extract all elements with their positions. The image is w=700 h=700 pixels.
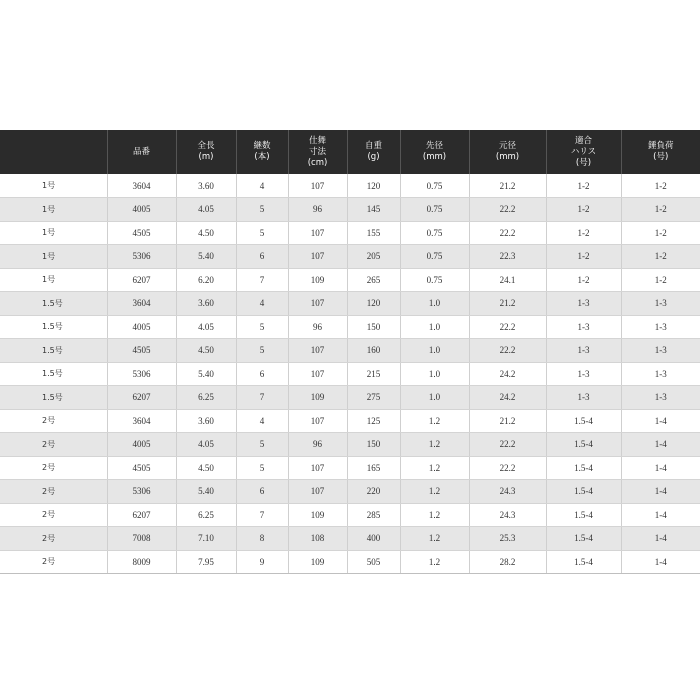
cell-butt-diameter: 28.2 [469,550,546,574]
cell-weight: 400 [347,527,400,551]
cell-size: 1号 [0,198,107,222]
cell-tip-diameter: 0.75 [400,174,469,198]
cell-model-number: 6207 [107,386,176,410]
cell-weight: 285 [347,503,400,527]
table-header [0,130,700,174]
cell-size: 2号 [0,480,107,504]
cell-model-number: 4505 [107,221,176,245]
table-row [0,174,700,198]
cell-closed-length: 96 [288,433,347,457]
cell-length: 4.50 [176,456,236,480]
header-line-rating: 適合 ハリス (号) [546,130,621,174]
cell-tip-diameter: 1.2 [400,480,469,504]
cell-sections: 5 [236,456,288,480]
cell-butt-diameter: 21.2 [469,174,546,198]
cell-sinker-load: 1-4 [621,480,700,504]
table-row [0,386,700,410]
cell-sections: 4 [236,174,288,198]
cell-sinker-load: 1-4 [621,456,700,480]
cell-line-rating: 1.5-4 [546,433,621,457]
cell-tip-diameter: 0.75 [400,221,469,245]
cell-sections: 8 [236,527,288,551]
cell-size: 2号 [0,550,107,574]
cell-closed-length: 107 [288,174,347,198]
cell-weight: 220 [347,480,400,504]
cell-model-number: 7008 [107,527,176,551]
cell-weight: 120 [347,292,400,316]
table-row [0,292,700,316]
cell-sections: 5 [236,433,288,457]
cell-sections: 4 [236,409,288,433]
header-sinker-load: 錘負荷 (号) [621,130,700,174]
cell-closed-length: 107 [288,245,347,269]
cell-size: 1.5号 [0,362,107,386]
cell-butt-diameter: 22.2 [469,339,546,363]
cell-closed-length: 107 [288,456,347,480]
cell-closed-length: 109 [288,386,347,410]
cell-length: 4.50 [176,339,236,363]
cell-weight: 120 [347,174,400,198]
table-row [0,268,700,292]
cell-model-number: 4005 [107,198,176,222]
cell-tip-diameter: 1.0 [400,292,469,316]
cell-sinker-load: 1-4 [621,433,700,457]
table-row [0,339,700,363]
cell-sections: 5 [236,221,288,245]
cell-size: 1号 [0,268,107,292]
cell-line-rating: 1-3 [546,362,621,386]
cell-line-rating: 1.5-4 [546,503,621,527]
cell-closed-length: 107 [288,221,347,245]
cell-weight: 150 [347,433,400,457]
cell-sections: 6 [236,362,288,386]
header-size [0,130,107,174]
cell-model-number: 3604 [107,409,176,433]
header-tip-diameter: 先径 (mm) [400,130,469,174]
table-row [0,456,700,480]
cell-sinker-load: 1-3 [621,292,700,316]
cell-butt-diameter: 21.2 [469,409,546,433]
cell-butt-diameter: 24.2 [469,386,546,410]
cell-sinker-load: 1-4 [621,550,700,574]
cell-butt-diameter: 21.2 [469,292,546,316]
cell-size: 1.5号 [0,292,107,316]
cell-length: 7.95 [176,550,236,574]
cell-tip-diameter: 0.75 [400,198,469,222]
header-weight: 自重 (g) [347,130,400,174]
cell-sections: 7 [236,386,288,410]
cell-sinker-load: 1-2 [621,198,700,222]
cell-butt-diameter: 22.2 [469,456,546,480]
cell-length: 6.25 [176,503,236,527]
cell-line-rating: 1-2 [546,268,621,292]
cell-sinker-load: 1-4 [621,527,700,551]
cell-line-rating: 1.5-4 [546,527,621,551]
cell-tip-diameter: 0.75 [400,245,469,269]
cell-line-rating: 1-2 [546,245,621,269]
cell-tip-diameter: 1.0 [400,386,469,410]
cell-model-number: 4005 [107,433,176,457]
cell-size: 1号 [0,174,107,198]
cell-sections: 6 [236,480,288,504]
cell-length: 3.60 [176,409,236,433]
table-row [0,245,700,269]
cell-size: 2号 [0,527,107,551]
cell-tip-diameter: 1.0 [400,362,469,386]
cell-weight: 125 [347,409,400,433]
cell-sinker-load: 1-4 [621,409,700,433]
table-row [0,550,700,574]
cell-sinker-load: 1-2 [621,245,700,269]
cell-model-number: 4505 [107,339,176,363]
cell-model-number: 5306 [107,362,176,386]
header-sections: 継数 (本) [236,130,288,174]
cell-sections: 5 [236,339,288,363]
cell-model-number: 4005 [107,315,176,339]
cell-sections: 5 [236,198,288,222]
cell-line-rating: 1-3 [546,339,621,363]
cell-butt-diameter: 24.1 [469,268,546,292]
cell-length: 5.40 [176,362,236,386]
cell-sinker-load: 1-3 [621,362,700,386]
cell-sinker-load: 1-4 [621,503,700,527]
cell-length: 3.60 [176,292,236,316]
cell-sections: 9 [236,550,288,574]
spec-table [0,130,700,574]
cell-size: 1.5号 [0,386,107,410]
table-row [0,221,700,245]
cell-sinker-load: 1-2 [621,174,700,198]
cell-tip-diameter: 1.0 [400,339,469,363]
cell-sinker-load: 1-2 [621,221,700,245]
cell-length: 3.60 [176,174,236,198]
cell-line-rating: 1-2 [546,221,621,245]
cell-line-rating: 1-2 [546,174,621,198]
cell-butt-diameter: 24.2 [469,362,546,386]
cell-weight: 165 [347,456,400,480]
cell-length: 4.05 [176,198,236,222]
cell-closed-length: 96 [288,198,347,222]
table-row [0,503,700,527]
cell-size: 1.5号 [0,315,107,339]
cell-closed-length: 107 [288,409,347,433]
cell-length: 4.05 [176,433,236,457]
cell-size: 1号 [0,245,107,269]
cell-sections: 6 [236,245,288,269]
cell-model-number: 5306 [107,480,176,504]
header-butt-diameter: 元径 (mm) [469,130,546,174]
cell-line-rating: 1-3 [546,292,621,316]
cell-butt-diameter: 22.2 [469,221,546,245]
header-model-number: 品番 [107,130,176,174]
cell-weight: 505 [347,550,400,574]
header-length: 全長 (m) [176,130,236,174]
cell-closed-length: 96 [288,315,347,339]
cell-length: 4.50 [176,221,236,245]
cell-tip-diameter: 1.2 [400,456,469,480]
header-row [0,130,700,174]
cell-sections: 5 [236,315,288,339]
cell-butt-diameter: 22.2 [469,315,546,339]
cell-length: 6.20 [176,268,236,292]
cell-closed-length: 107 [288,362,347,386]
cell-closed-length: 108 [288,527,347,551]
cell-length: 6.25 [176,386,236,410]
cell-weight: 155 [347,221,400,245]
cell-tip-diameter: 1.2 [400,550,469,574]
cell-model-number: 5306 [107,245,176,269]
cell-butt-diameter: 22.2 [469,198,546,222]
cell-line-rating: 1.5-4 [546,480,621,504]
cell-sections: 7 [236,503,288,527]
cell-tip-diameter: 1.0 [400,315,469,339]
table-row [0,409,700,433]
cell-sinker-load: 1-3 [621,339,700,363]
cell-closed-length: 107 [288,339,347,363]
table-row [0,480,700,504]
cell-line-rating: 1.5-4 [546,409,621,433]
cell-sections: 4 [236,292,288,316]
cell-size: 2号 [0,433,107,457]
cell-closed-length: 109 [288,268,347,292]
cell-line-rating: 1.5-4 [546,550,621,574]
cell-sinker-load: 1-2 [621,268,700,292]
cell-weight: 275 [347,386,400,410]
cell-closed-length: 109 [288,550,347,574]
cell-size: 2号 [0,409,107,433]
cell-sinker-load: 1-3 [621,386,700,410]
cell-tip-diameter: 1.2 [400,409,469,433]
cell-length: 7.10 [176,527,236,551]
cell-length: 5.40 [176,245,236,269]
cell-tip-diameter: 1.2 [400,433,469,457]
cell-tip-diameter: 0.75 [400,268,469,292]
cell-weight: 215 [347,362,400,386]
cell-size: 2号 [0,456,107,480]
cell-butt-diameter: 22.2 [469,433,546,457]
cell-weight: 150 [347,315,400,339]
cell-length: 4.05 [176,315,236,339]
cell-tip-diameter: 1.2 [400,503,469,527]
cell-length: 5.40 [176,480,236,504]
cell-sinker-load: 1-3 [621,315,700,339]
cell-closed-length: 107 [288,480,347,504]
cell-tip-diameter: 1.2 [400,527,469,551]
cell-size: 2号 [0,503,107,527]
cell-model-number: 6207 [107,503,176,527]
cell-model-number: 3604 [107,174,176,198]
cell-butt-diameter: 24.3 [469,480,546,504]
cell-butt-diameter: 22.3 [469,245,546,269]
table-row [0,315,700,339]
table-row [0,527,700,551]
cell-butt-diameter: 25.3 [469,527,546,551]
table-row [0,362,700,386]
cell-model-number: 8009 [107,550,176,574]
cell-weight: 160 [347,339,400,363]
cell-line-rating: 1-3 [546,386,621,410]
cell-model-number: 3604 [107,292,176,316]
cell-closed-length: 107 [288,292,347,316]
table-body [0,174,700,574]
table-row [0,433,700,457]
cell-size: 1.5号 [0,339,107,363]
table-row [0,198,700,222]
cell-weight: 205 [347,245,400,269]
cell-model-number: 4505 [107,456,176,480]
cell-line-rating: 1.5-4 [546,456,621,480]
cell-weight: 145 [347,198,400,222]
cell-line-rating: 1-2 [546,198,621,222]
cell-weight: 265 [347,268,400,292]
cell-line-rating: 1-3 [546,315,621,339]
cell-sections: 7 [236,268,288,292]
cell-butt-diameter: 24.3 [469,503,546,527]
cell-model-number: 6207 [107,268,176,292]
cell-size: 1号 [0,221,107,245]
header-closed-length: 仕舞 寸法 (cm) [288,130,347,174]
cell-closed-length: 109 [288,503,347,527]
